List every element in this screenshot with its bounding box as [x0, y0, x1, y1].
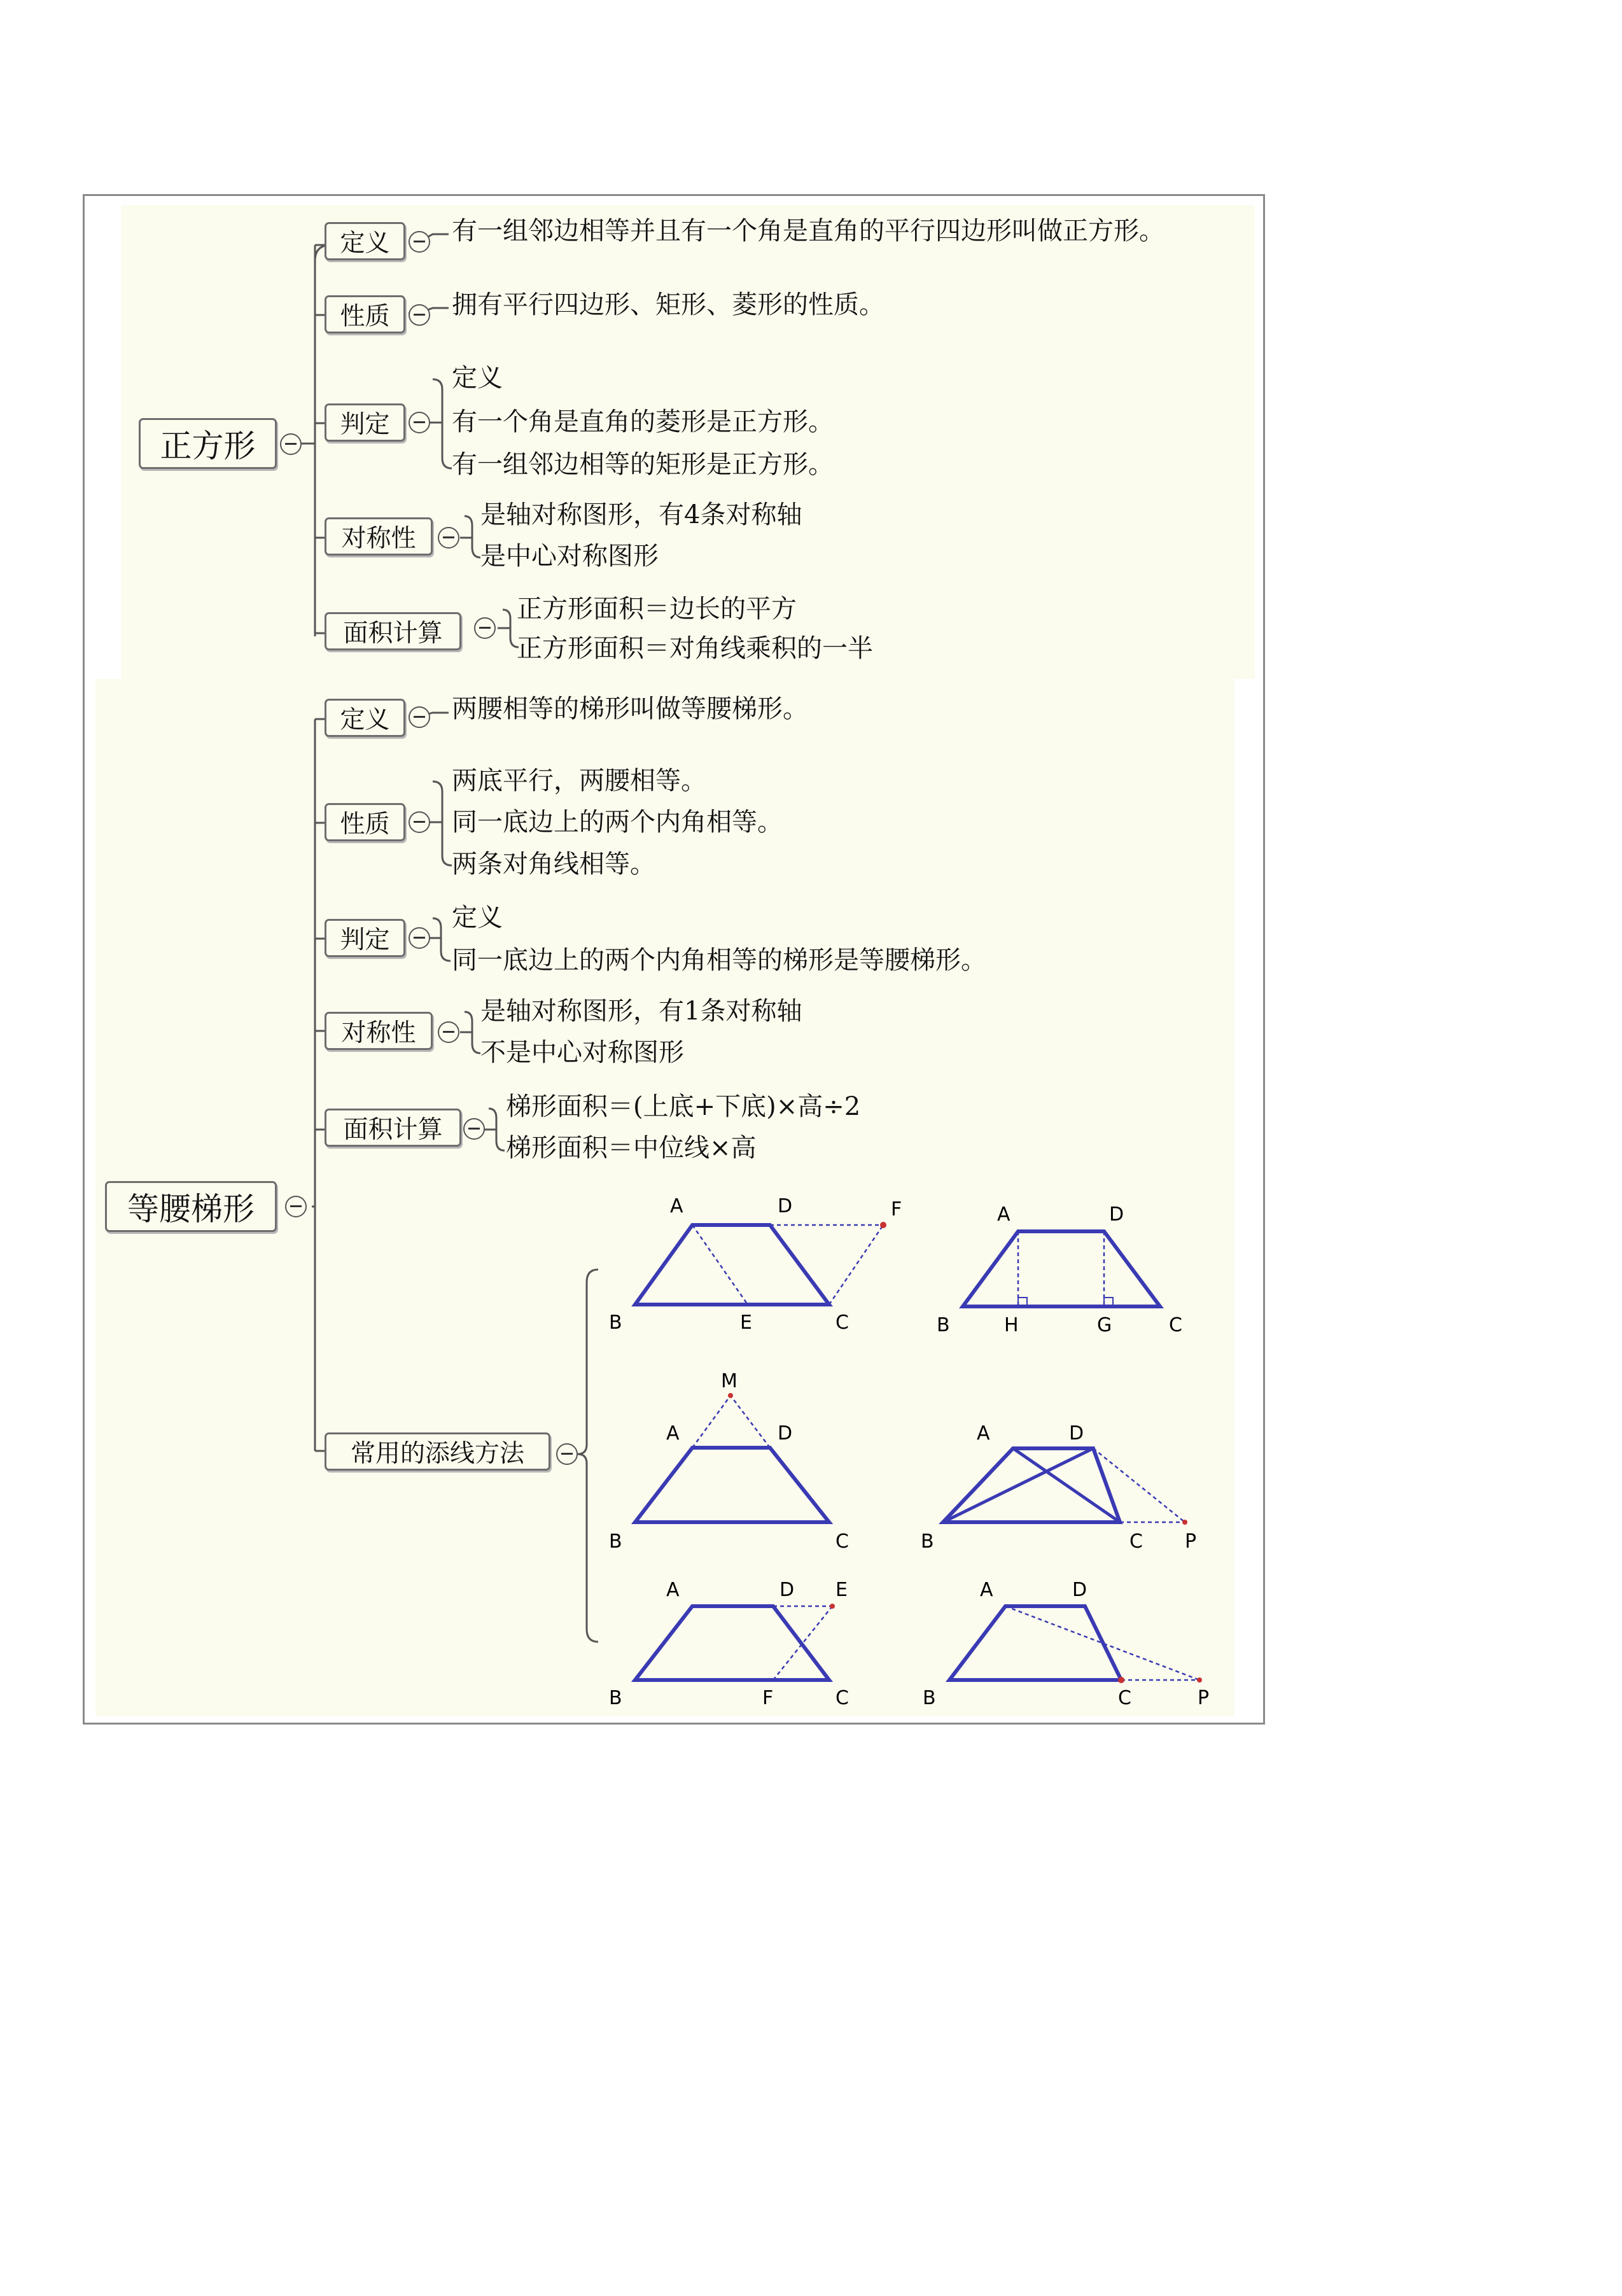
figure-5-parallel-leg [609, 1579, 849, 1709]
fig5-label-C: C [835, 1687, 849, 1709]
figure-2-heights [937, 1203, 1182, 1336]
trapezoid-property-item-2: 同一底边上的两个内角相等。 [452, 808, 783, 837]
trapezoid-criteria-item-1: 定义 [452, 903, 503, 932]
square-symmetry-node: 对称性 [325, 517, 433, 556]
square-root-label: 正方形 [160, 428, 256, 465]
trapezoid-property-item-1: 两底平行，两腰相等。 [452, 766, 706, 795]
fig6-label-C: C [1118, 1687, 1131, 1709]
square-criteria-node: 判定 [325, 403, 405, 442]
trapezoid-definition-text: 两腰相等的梯形叫做等腰梯形。 [452, 694, 808, 724]
fig1-label-A: A [670, 1195, 683, 1217]
square-property-node: 性质 [325, 295, 405, 333]
fig1-label-E: E [740, 1312, 752, 1334]
fig3-label-B: B [609, 1530, 622, 1553]
trapezoid-property-item-3: 两条对角线相等。 [452, 850, 655, 879]
fig5-label-A: A [666, 1579, 680, 1601]
trapezoid-area-item-2: 梯形面积＝中位线×高 [506, 1133, 757, 1163]
fig1-label-C: C [835, 1312, 849, 1334]
square-definition-node: 定义 [325, 222, 405, 260]
square-definition-text: 有一组邻边相等并且有一个角是直角的平行四边形叫做正方形。 [452, 216, 1164, 246]
fig3-label-C: C [835, 1530, 849, 1553]
fig6-label-B: B [923, 1687, 936, 1709]
fig4-label-A: A [977, 1422, 990, 1445]
fig1-label-F: F [891, 1198, 902, 1221]
fig2-label-A: A [997, 1203, 1010, 1226]
fig3-label-M: M [721, 1370, 738, 1392]
trapezoid-area-node: 面积计算 [325, 1109, 461, 1147]
trapezoid-symmetry-node: 对称性 [325, 1012, 433, 1050]
fig5-label-F: F [762, 1687, 774, 1709]
figure-6-extend-base [923, 1579, 1209, 1709]
fig6-label-P: P [1198, 1687, 1210, 1709]
fig6-label-A: A [980, 1579, 993, 1601]
trapezoid-root-label: 等腰梯形 [127, 1191, 255, 1228]
figure-4-translate-diagonal [921, 1422, 1196, 1553]
square-symmetry-item-2: 是中心对称图形 [480, 542, 659, 571]
trapezoid-symmetry-item-2: 不是中心对称图形 [480, 1038, 684, 1067]
fig5-label-E: E [835, 1579, 848, 1601]
trapezoid-symmetry-item-1: 是轴对称图形，有1条对称轴 [480, 997, 802, 1026]
fig1-label-B: B [609, 1312, 622, 1334]
square-area-node: 面积计算 [325, 612, 461, 650]
square-property-text: 拥有平行四边形、矩形、菱形的性质。 [452, 290, 884, 319]
fig2-label-H: H [1004, 1314, 1019, 1336]
trapezoid-property-node: 性质 [325, 803, 405, 841]
trapezoid-auxiliary-lines-node: 常用的添线方法 [325, 1432, 550, 1471]
fig1-label-D: D [778, 1195, 793, 1217]
trapezoid-area-item-1: 梯形面积＝(上底+下底)×高÷2 [506, 1092, 861, 1121]
trapezoid-definition-node: 定义 [325, 699, 405, 737]
figure-3-extend-legs [609, 1370, 849, 1553]
fig4-label-C: C [1129, 1530, 1143, 1553]
square-criteria-item-1: 定义 [452, 363, 503, 393]
fig5-label-D: D [780, 1579, 795, 1601]
fig6-label-D: D [1072, 1579, 1087, 1601]
fig4-label-B: B [921, 1530, 934, 1553]
fig2-label-G: G [1097, 1314, 1112, 1336]
fig3-label-A: A [666, 1422, 680, 1445]
fig4-label-P: P [1185, 1530, 1197, 1553]
fig2-label-D: D [1109, 1203, 1124, 1226]
figure-1-translate-leg [609, 1195, 902, 1334]
trapezoid-criteria-item-2: 同一底边上的两个内角相等的梯形是等腰梯形。 [452, 946, 986, 975]
square-symmetry-item-1: 是轴对称图形，有4条对称轴 [480, 500, 802, 529]
square-area-item-2: 正方形面积＝对角线乘积的一半 [517, 634, 873, 663]
trapezoid-criteria-node: 判定 [325, 919, 405, 957]
square-criteria-item-3: 有一组邻边相等的矩形是正方形。 [452, 450, 834, 479]
fig2-label-C: C [1169, 1314, 1182, 1336]
fig4-label-D: D [1069, 1422, 1084, 1445]
square-criteria-item-2: 有一个角是直角的菱形是正方形。 [452, 407, 834, 437]
square-area-item-1: 正方形面积＝边长的平方 [517, 594, 797, 624]
fig2-label-B: B [937, 1314, 950, 1336]
fig3-label-D: D [778, 1422, 793, 1445]
fig5-label-B: B [609, 1687, 622, 1709]
